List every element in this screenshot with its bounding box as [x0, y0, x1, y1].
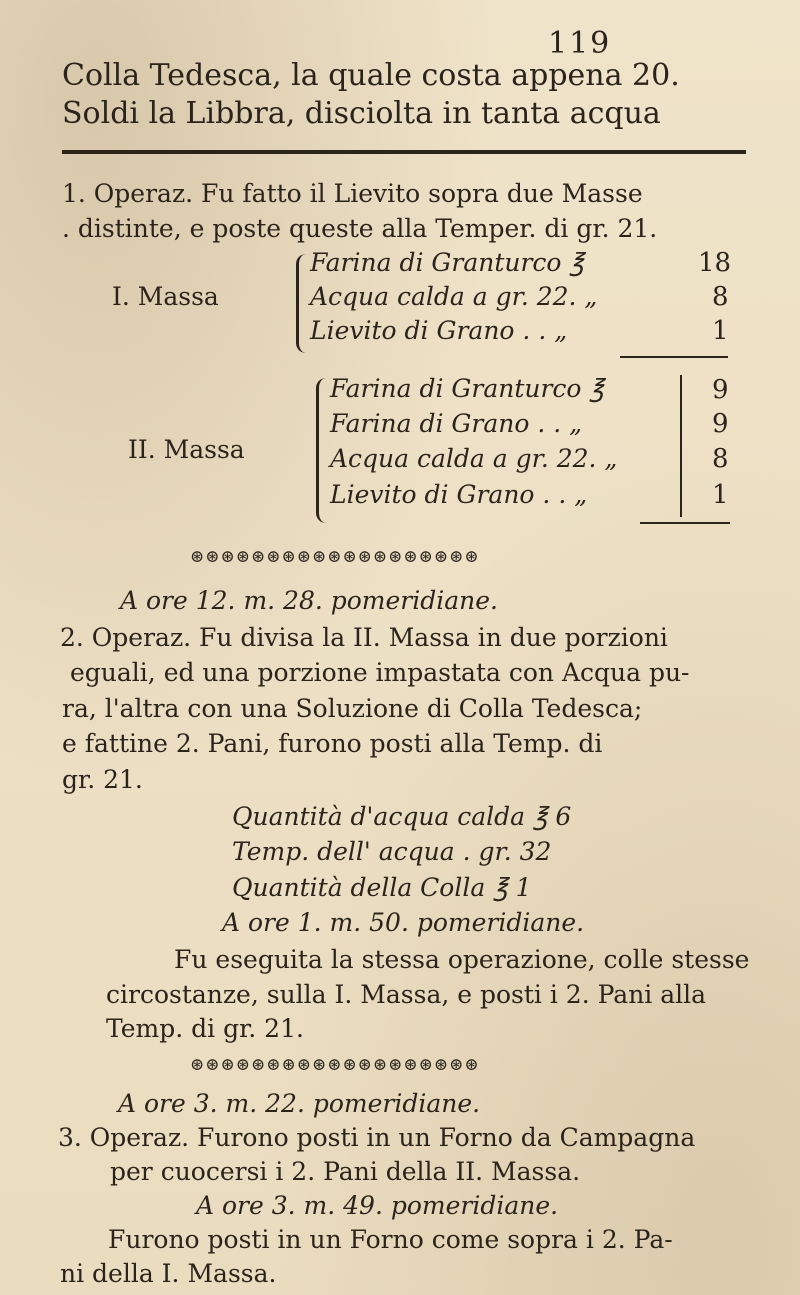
- op3-line-3: Furono posti in un Forno come sopra i 2. Pa-: [108, 1225, 673, 1254]
- heading-line-1: Colla Tedesca, la quale costa appena 20.: [62, 58, 680, 93]
- section-rule: [62, 150, 746, 154]
- massa-1-row-2-value: 8: [712, 281, 729, 312]
- ornament-divider-2b: ⊛⊛⊛⊛⊛⊛⊛⊛⊛⊛⊛⊛⊛⊛⊛⊛⊛⊛⊛: [190, 1055, 480, 1075]
- massa-1-label: I. Massa: [112, 281, 219, 311]
- op3-time-2: A ore 3. m. 49. pomeridiane.: [196, 1191, 559, 1220]
- op2-line-1: 2. Operaz. Fu divisa la II. Massa in due porzioni: [60, 623, 668, 653]
- massa-1-row-1-text: Farina di Granturco ℥: [310, 247, 584, 277]
- massa-2-label: II. Massa: [128, 434, 245, 464]
- massa-1-sum-rule: [620, 356, 728, 358]
- massa-2-sum-rule: [640, 522, 730, 524]
- op2-line-5: gr. 21.: [62, 764, 143, 794]
- massa-1-row-3-text: Lievito di Grano . . „: [310, 315, 568, 345]
- op2-time: A ore 12. m. 28. pomeridiane.: [120, 586, 499, 616]
- op3-line-1: 3. Operaz. Furono posti in un Forno da Campagna: [58, 1123, 696, 1152]
- op2-table-row-2: Temp. dell' acqua . gr. 32: [232, 837, 552, 867]
- op2-more-line-2: circostanze, sulla I. Massa, e posti i 2. Pani alla: [106, 980, 707, 1010]
- massa-1-row-2-text: Acqua calda a gr. 22. „: [310, 281, 598, 311]
- op3-time: A ore 3. m. 22. pomeridiane.: [118, 1089, 481, 1118]
- massa-2-value-rule: [680, 375, 682, 517]
- massa-2-row-4-text: Lievito di Grano . . „: [330, 479, 588, 509]
- op3-line-4: ni della I. Massa.: [60, 1259, 277, 1288]
- op2-time-2: A ore 1. m. 50. pomeridiane.: [222, 908, 585, 938]
- op2-line-2: eguali, ed una porzione impastata con Acqua pu-: [70, 658, 690, 688]
- massa-2-row-2-value: 9: [712, 408, 729, 439]
- op2-more-line-1: Fu eseguita la stessa operazione, colle stesse: [174, 945, 750, 975]
- massa-2-row-2-text: Farina di Grano . . „: [330, 408, 583, 438]
- massa-1-row-1-value: 18: [698, 247, 732, 278]
- heading-line-2: Soldi la Libbra, disciolta in tanta acqua: [62, 96, 661, 131]
- massa-1-row-3-value: 1: [712, 315, 729, 346]
- massa-2-row-1-value: 9: [712, 375, 729, 406]
- op2-table-row-1: Quantità d'acqua calda ℥ 6: [232, 801, 572, 831]
- op2-table-row-3: Quantità della Colla ℥ 1: [232, 872, 532, 902]
- page-number: 119: [548, 26, 612, 61]
- op1-line-1: 1. Operaz. Fu fatto il Lievito sopra due Masse: [62, 178, 643, 208]
- massa-2-row-3-value: 8: [712, 444, 729, 475]
- massa-2-row-1-text: Farina di Granturco ℥: [330, 373, 604, 403]
- op2-line-3: ra, l'altra con una Soluzione di Colla Tedesca;: [62, 693, 643, 723]
- op2-more-line-3: Temp. di gr. 21.: [106, 1014, 304, 1044]
- op3-line-2: per cuocersi i 2. Pani della II. Massa.: [110, 1157, 581, 1186]
- op2-line-4: e fattine 2. Pani, furono posti alla Temp. di: [62, 729, 603, 759]
- ornament-divider-1: ⊛⊛⊛⊛⊛⊛⊛⊛⊛⊛⊛⊛⊛⊛⊛⊛⊛⊛⊛: [190, 547, 480, 568]
- massa-2-row-3-text: Acqua calda a gr. 22. „: [330, 444, 618, 474]
- massa-2-row-4-value: 1: [712, 479, 729, 510]
- op1-line-2: . distinte, e poste queste alla Temper. di gr. 21.: [62, 214, 658, 244]
